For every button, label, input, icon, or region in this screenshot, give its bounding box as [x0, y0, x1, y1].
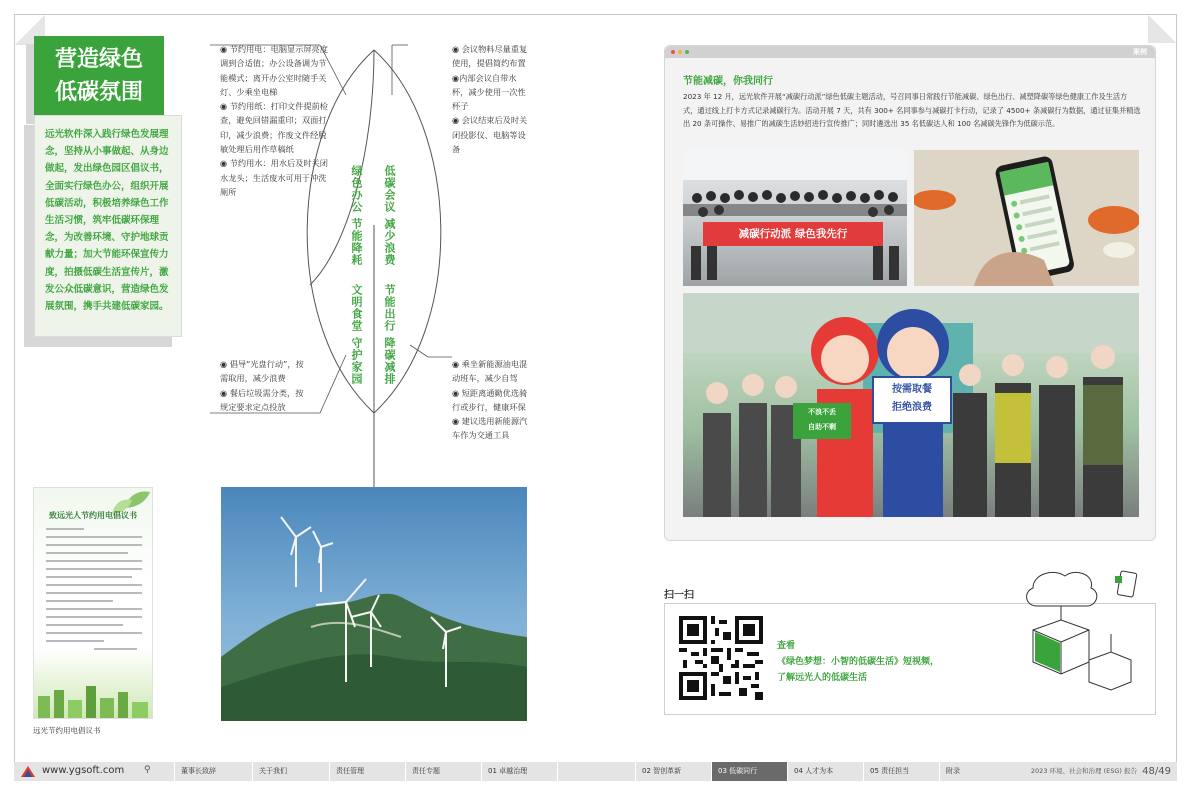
- note-item: ◉内部会议自带水杯，减少使用一次性杯子: [452, 72, 526, 112]
- note-item: ◉ 餐后垃圾需分类，按规定要求定点投放: [220, 387, 304, 412]
- report-title: 2023 环境、社会和治理 (ESG) 报告: [1030, 767, 1137, 775]
- window-dot-icon: [678, 50, 682, 54]
- notes-green-office: [220, 42, 332, 199]
- sign-line: 拒绝浪费: [892, 402, 932, 413]
- notes-low-carbon-meeting: [452, 42, 532, 156]
- phone-app-photo: [914, 150, 1139, 286]
- company-logo-icon[interactable]: [20, 765, 36, 778]
- case-tag: 案例: [1133, 48, 1147, 56]
- quadrant-label-office: 绿色办公 节能降耗: [350, 165, 363, 266]
- scan-line[interactable]: 《绿色梦想：小智的低碳生活》短视频，: [777, 657, 940, 667]
- mascot-group-photo: [683, 293, 1139, 517]
- note-item: ◉ 会议物料尽量重复使用，提倡简约布置: [452, 44, 528, 69]
- nav-item-appendix[interactable]: 附录: [939, 762, 1017, 781]
- note-item: ◉ 建议选用新能源汽车作为交通工具: [452, 416, 528, 441]
- scan-line: 查看: [777, 641, 796, 651]
- city-skyline-icon: [34, 682, 152, 718]
- qr-code-icon[interactable]: [679, 616, 763, 700]
- note-item: ◉ 会议结束后及时关闭投影仪、电脑等设备: [452, 115, 528, 155]
- scan-description: [777, 638, 939, 686]
- green-building-illustration-icon: [1003, 564, 1143, 694]
- quadrant-label-meeting: 低碳会议 减少浪费: [383, 165, 396, 266]
- scan-panel: [664, 603, 1156, 715]
- nav-item-about[interactable]: 关于我们: [252, 762, 329, 781]
- section-title-line2: 低碳氛围: [54, 79, 143, 105]
- letter-heading: 致远光人节约用电倡议书: [49, 511, 137, 520]
- section-title-line1: 营造绿色: [54, 46, 143, 72]
- notes-canteen: [220, 357, 310, 414]
- page-number: 48/49: [1142, 766, 1171, 777]
- letter-caption: 远光节约用电倡议书: [33, 726, 101, 735]
- event-banner: 减碳行动派 绿色我先行: [738, 228, 848, 240]
- sign-line: 按需取餐: [892, 384, 932, 395]
- note-item: ◉ 节约用电：电脑显示屏亮度调到合适值；办公设备调为节能模式；离开办公室时随手关灯、少乘坐电梯: [220, 44, 328, 97]
- notes-green-travel: [452, 357, 534, 443]
- intro-paragraph: 远光软件深入践行绿色发展理念，坚持从小事做起、从身边做起，发出绿色园区倡议书，全面实行绿色办公，组织开展低碳活动，积极培养绿色工作生活习惯，筑牢低碳环保理念，为改善环境、守护地球贡献力量；加大节能环保宣传力度，拍摄低碳生活宣传片，激发公众低碳意识，营造绿色发展氛围，携手共建低碳家园。: [34, 115, 182, 337]
- note-item: ◉ 倡导“光盘行动”，按需取用，减少浪费: [220, 359, 304, 384]
- nav-item-talent[interactable]: 04 人才为本: [787, 762, 863, 781]
- page-corner-fold: [1148, 15, 1176, 43]
- wind-turbine-photo: [221, 487, 527, 721]
- group-photo: [683, 150, 907, 286]
- letter-body: [46, 528, 142, 656]
- case-title: 节能减碳，你我同行: [683, 76, 773, 87]
- note-item: ◉ 节约用纸：打印文件提前检查，避免回错漏重印；双面打印，减少浪费；作废文件经脱敏处理后用作草稿纸: [220, 101, 328, 155]
- case-card: [664, 45, 1156, 541]
- energy-saving-letter-image: [33, 487, 153, 719]
- mascot-sign: [875, 381, 949, 417]
- nav-item-special[interactable]: 责任专题: [405, 762, 481, 781]
- section-title: [34, 36, 164, 116]
- window-dot-icon: [685, 50, 689, 54]
- website-link[interactable]: www.ygsoft.com: [42, 765, 125, 776]
- nav-item-governance[interactable]: 01 卓越治理: [481, 762, 557, 781]
- nav-item-low-carbon[interactable]: 03 低碳同行: [711, 762, 787, 781]
- nav-item-blank[interactable]: [557, 762, 635, 781]
- sign-line: 不浪不丢: [808, 408, 836, 416]
- nav-item-chairman[interactable]: 董事长致辞: [174, 762, 252, 781]
- scan-label: 扫一扫: [664, 590, 694, 601]
- note-item: ◉ 乘坐新能源油电混动班车，减少自驾: [452, 359, 528, 384]
- note-item: ◉ 节约用水：用水后及时关闭水龙头；生活废水可用于冲洗厕所: [220, 158, 328, 197]
- case-body: 2023 年 12 月，远光软件开展“减碳行动派”绿色低碳主题活动，号召同事日常践行节能减碳、绿色出行、减塑降碳等绿色健康工作及生活方式，通过线上打卡方式记录减碳行为。活动开展 7 天，共有 300+ 名同事参与减碳打卡行动，记录了 4500+ 条减碳行为数据，通过征集并精选出 20 条可操作、易推广的减碳生活妙招进行宣传推广；同时遴选出 35 名低碳达人和 100 名减碳先锋作为低碳示范。: [683, 92, 1141, 128]
- quadrant-label-travel: 节能出行 降碳减排: [383, 284, 396, 385]
- card-title-bar: [665, 46, 1155, 58]
- sign-line: 自助不剩: [808, 423, 836, 431]
- quadrant-label-canteen: 文明食堂 守护家园: [350, 284, 363, 385]
- small-green-sign: [795, 405, 849, 435]
- nav-item-innovation[interactable]: 02 智创革新: [635, 762, 711, 781]
- window-dot-icon: [671, 50, 675, 54]
- footer-bar: [14, 762, 1177, 781]
- search-icon[interactable]: ⚲: [144, 765, 151, 775]
- note-item: ◉ 短距离通勤优选骑行或步行，健康环保: [452, 387, 528, 412]
- scan-line: 了解远光人的低碳生活: [777, 673, 868, 683]
- nav-item-responsibility[interactable]: 05 责任担当: [863, 762, 939, 781]
- nav-item-management[interactable]: 责任管理: [329, 762, 405, 781]
